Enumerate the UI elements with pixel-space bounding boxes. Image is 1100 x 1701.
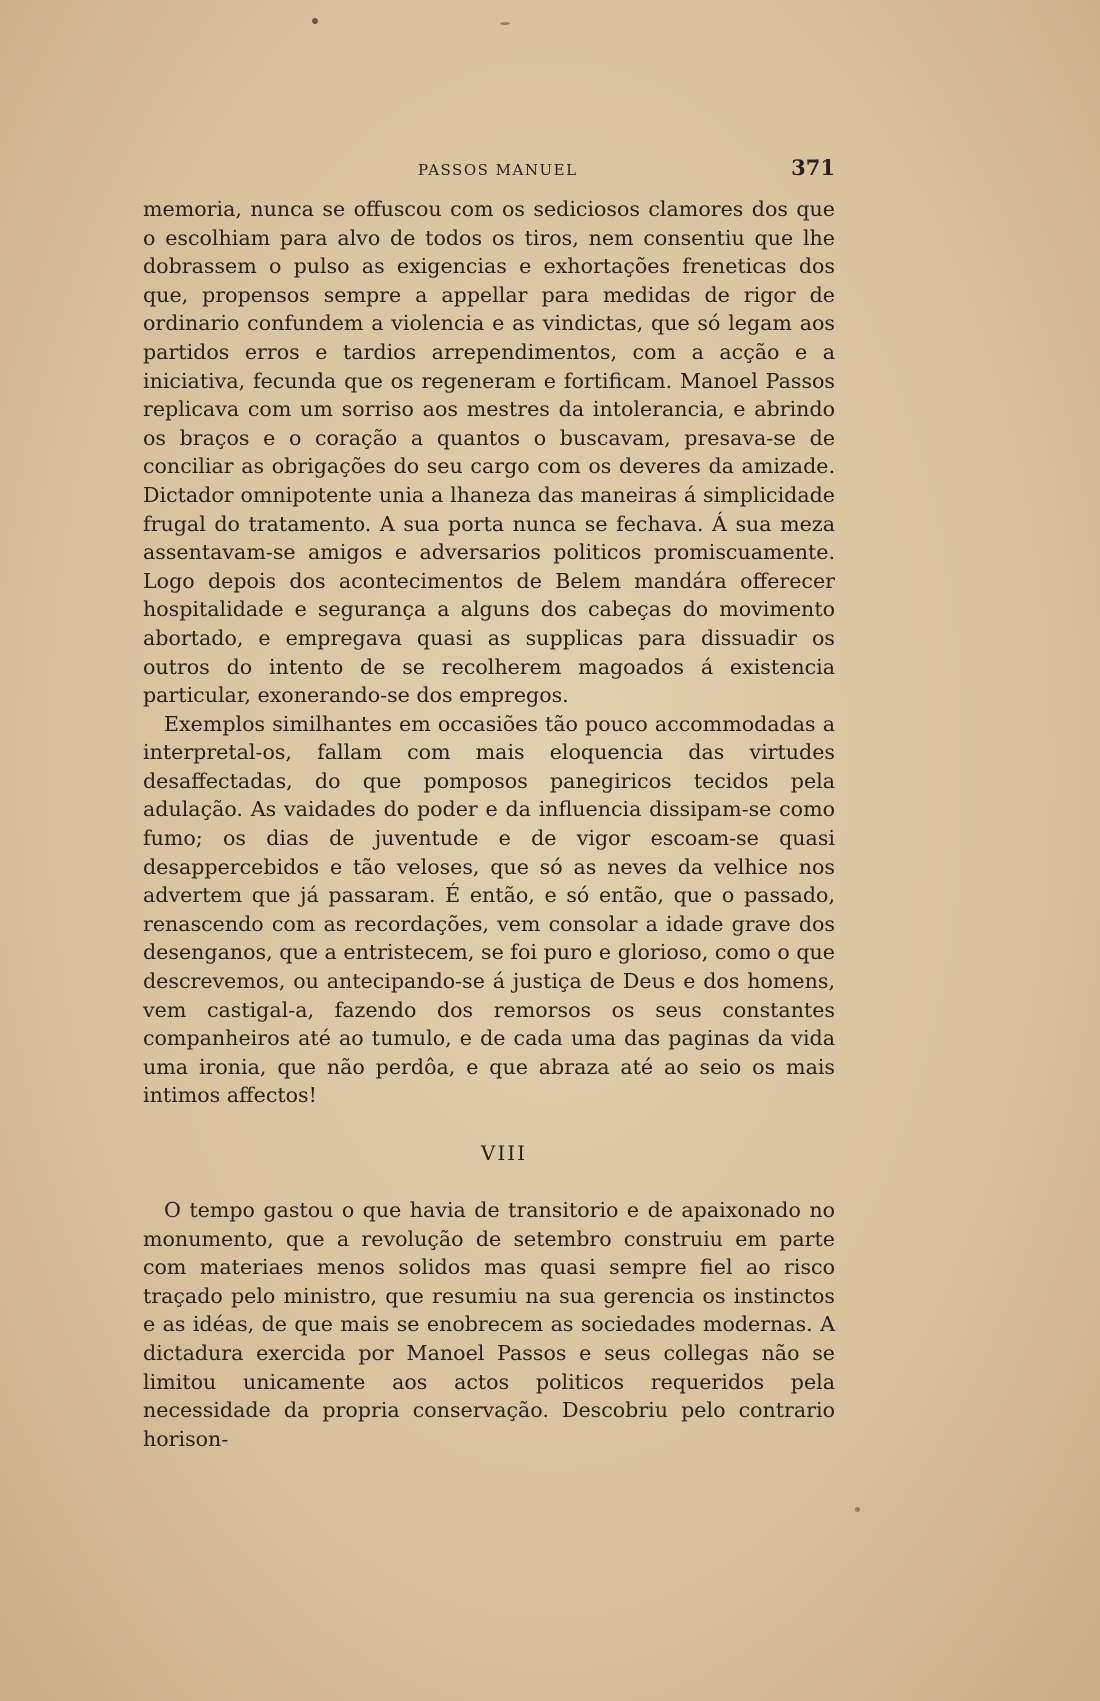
running-head: PASSOS MANUEL bbox=[418, 161, 578, 179]
page-header bbox=[143, 155, 835, 185]
body-text bbox=[143, 195, 835, 1453]
ink-speck bbox=[855, 1507, 860, 1512]
ink-speck bbox=[312, 18, 318, 24]
paragraph-1: memoria, nunca se offuscou com os sediciosos clamores dos que o escolhiam para alvo de todos os tiros, nem consentiu que lhe dobrassem o pulso as exigencias e exhortações freneticas dos que, propensos sempre a appellar para medidas de rigor de ordinario confundem a violencia e as vindictas, que só legam aos partidos erros e tardios arrependimentos, com a acção e a iniciativa, fecunda que os regeneram e fortificam. Manoel Passos replicava com um sorriso aos mestres da intolerancia, e abrindo os braços e o coração a quantos o buscavam, presava-se de conciliar as obrigações do seu cargo com os deveres da amizade. Dictador omnipotente unia a lhaneza das maneiras á simplicidade frugal do tratamento. A sua porta nunca se fechava. Á sua meza assentavam-se amigos e adversarios politicos promiscuamente. Logo depois dos acontecimentos de Belem mandára offerecer hospitalidade e segurança a alguns dos cabeças do movimento abortado, e empregava quasi as supplicas para dissuadir os outros do intento de se recolherem magoados á existencia particular, exonerando-se dos empregos. bbox=[143, 197, 835, 708]
page-number: 371 bbox=[791, 155, 835, 180]
paragraph-2: Exemplos similhantes em occasiões tão pouco accommodadas a interpretal-os, fallam com mais eloquencia das virtudes desaffectadas, do que pomposos panegiricos tecidos pela adulação. As vaidades do poder e da influencia dissipam-se como fumo; os dias de juventude e de vigor escoam-se quasi desappercebidos e tão veloses, que só as neves da velhice nos advertem que já passaram. É então, e só então, que o passado, renascendo com as recordações, vem consolar a idade grave dos desenganos, que a entristecem, se foi puro e glorioso, como o que descrevemos, ou antecipando-se á justiça de Deus e dos homens, vem castigal-a, fazendo dos remorsos os seus constantes companheiros até ao tumulo, e de cada uma das paginas da vida uma ironia, que não perdôa, e que abraza até ao seio os mais intimos affectos! bbox=[143, 711, 835, 1108]
section-paragraph: O tempo gastou o que havia de transitorio e de apaixonado no monumento, que a revolução de setembro construiu em parte com materiaes menos solidos mas quasi sempre fiel ao risco traçado pelo ministro, que resumiu na sua gerencia os instinctos e as idéas, de que mais se enobrecem as sociedades modernas. A dictadura exercida por Manoel Passos e seus collegas não se limitou unicamente aos actos politicos requeridos pela necessidade da propria conservação. Descobriu pelo contrario horison- bbox=[143, 1198, 835, 1451]
section-heading: VIII bbox=[480, 1141, 528, 1165]
ink-speck bbox=[500, 22, 510, 25]
